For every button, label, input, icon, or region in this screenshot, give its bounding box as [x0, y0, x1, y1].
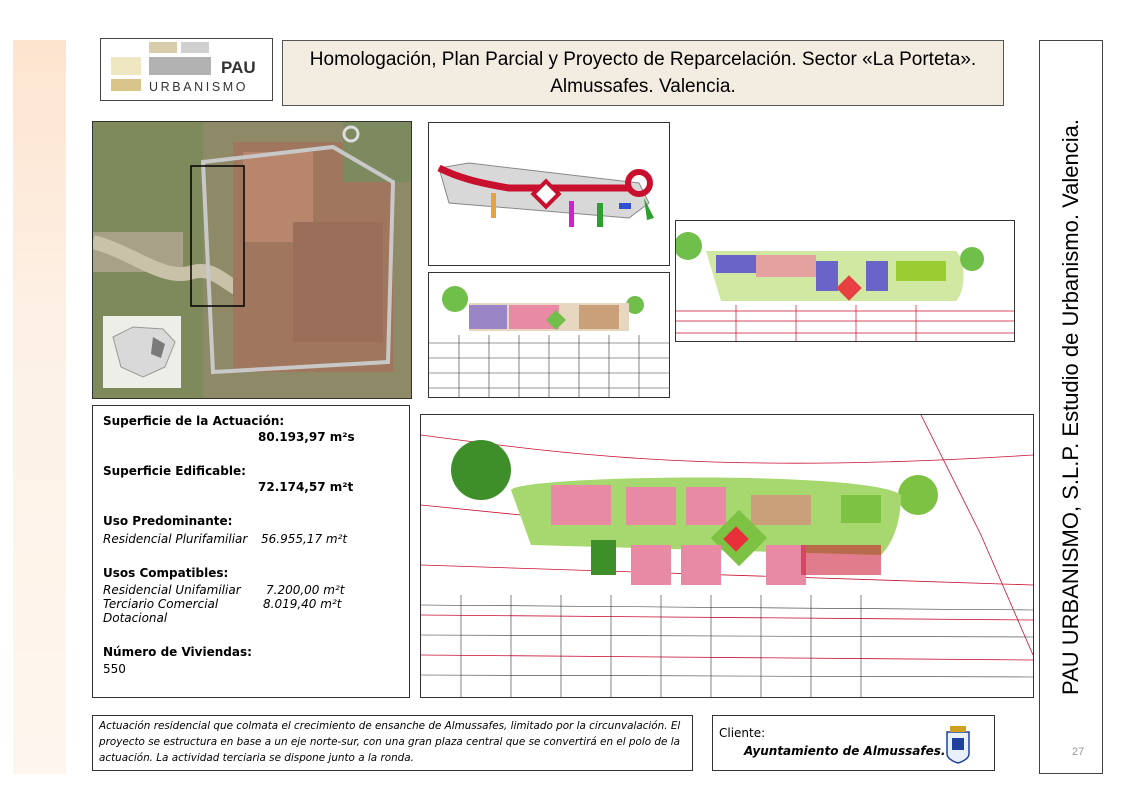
viviendas-label: Número de Viviendas: — [103, 645, 252, 659]
viviendas-value: 550 — [103, 662, 126, 676]
compatible-name: Terciario Comercial — [103, 597, 219, 611]
title-line-1: Homologación, Plan Parcial y Proyecto de Reparcelación. Sector «La Porteta». — [309, 49, 977, 70]
plan-sketch-roads — [428, 122, 670, 266]
page-title — [282, 40, 1004, 106]
pau-urbanismo-logo — [100, 38, 273, 101]
client-label: Cliente: — [719, 726, 766, 740]
superficie-actuacion-label: Superficie de la Actuación: — [103, 414, 285, 428]
svg-text:URBANISMO: URBANISMO — [149, 80, 249, 94]
client-name: Ayuntamiento de Almussafes. — [744, 744, 946, 758]
uso-predominante-value: 56.955,17 m²t — [261, 532, 348, 546]
project-data-panel — [92, 405, 410, 698]
uso-predominante-label: Uso Predominante: — [103, 514, 233, 528]
compatible-name: Residencial Unifamiliar — [103, 583, 241, 597]
decorative-strip — [13, 40, 66, 774]
client-box — [712, 715, 995, 771]
usos-compatibles-label: Usos Compatibles: — [103, 566, 229, 580]
svg-text:PAU: PAU — [221, 58, 256, 77]
title-line-2: Almussafes. Valencia. — [550, 76, 736, 97]
compatible-name: Dotacional — [103, 611, 168, 625]
uso-predominante-name: Residencial Plurifamiliar — [103, 532, 248, 546]
logo-graphic — [101, 39, 272, 100]
vertical-sidebar — [1039, 40, 1103, 774]
aerial-photo — [92, 121, 412, 399]
superficie-edificable-label: Superficie Edificable: — [103, 464, 246, 478]
compatible-value: 8.019,40 m²t — [263, 597, 342, 611]
compatible-value: 7.200,00 m²t — [266, 583, 345, 597]
page-number: 27 — [1072, 746, 1085, 758]
plan-sketch-zoning — [428, 272, 670, 398]
company-vertical-title: PAU URBANISMO, S.L.P. Estudio de Urbanismo. Valencia. — [1058, 119, 1083, 695]
superficie-edificable-value: 72.174,57 m²t — [258, 480, 354, 494]
superficie-actuacion-value: 80.193,97 m²s — [258, 430, 355, 444]
municipal-coat-of-arms-icon — [944, 724, 972, 764]
plan-detailed-layout — [420, 414, 1034, 698]
project-description: Actuación residencial que colmata el crecimiento de ensanche de Almussafes, limitado por la circunvalación. El proyecto se estructura en base a un eje norte-sur, con una gran plaza central que se convertirá en el polo de la actuación. La actividad terciaria se dispone junto a la ronda. — [92, 715, 693, 771]
plan-colored-layout — [675, 220, 1015, 342]
